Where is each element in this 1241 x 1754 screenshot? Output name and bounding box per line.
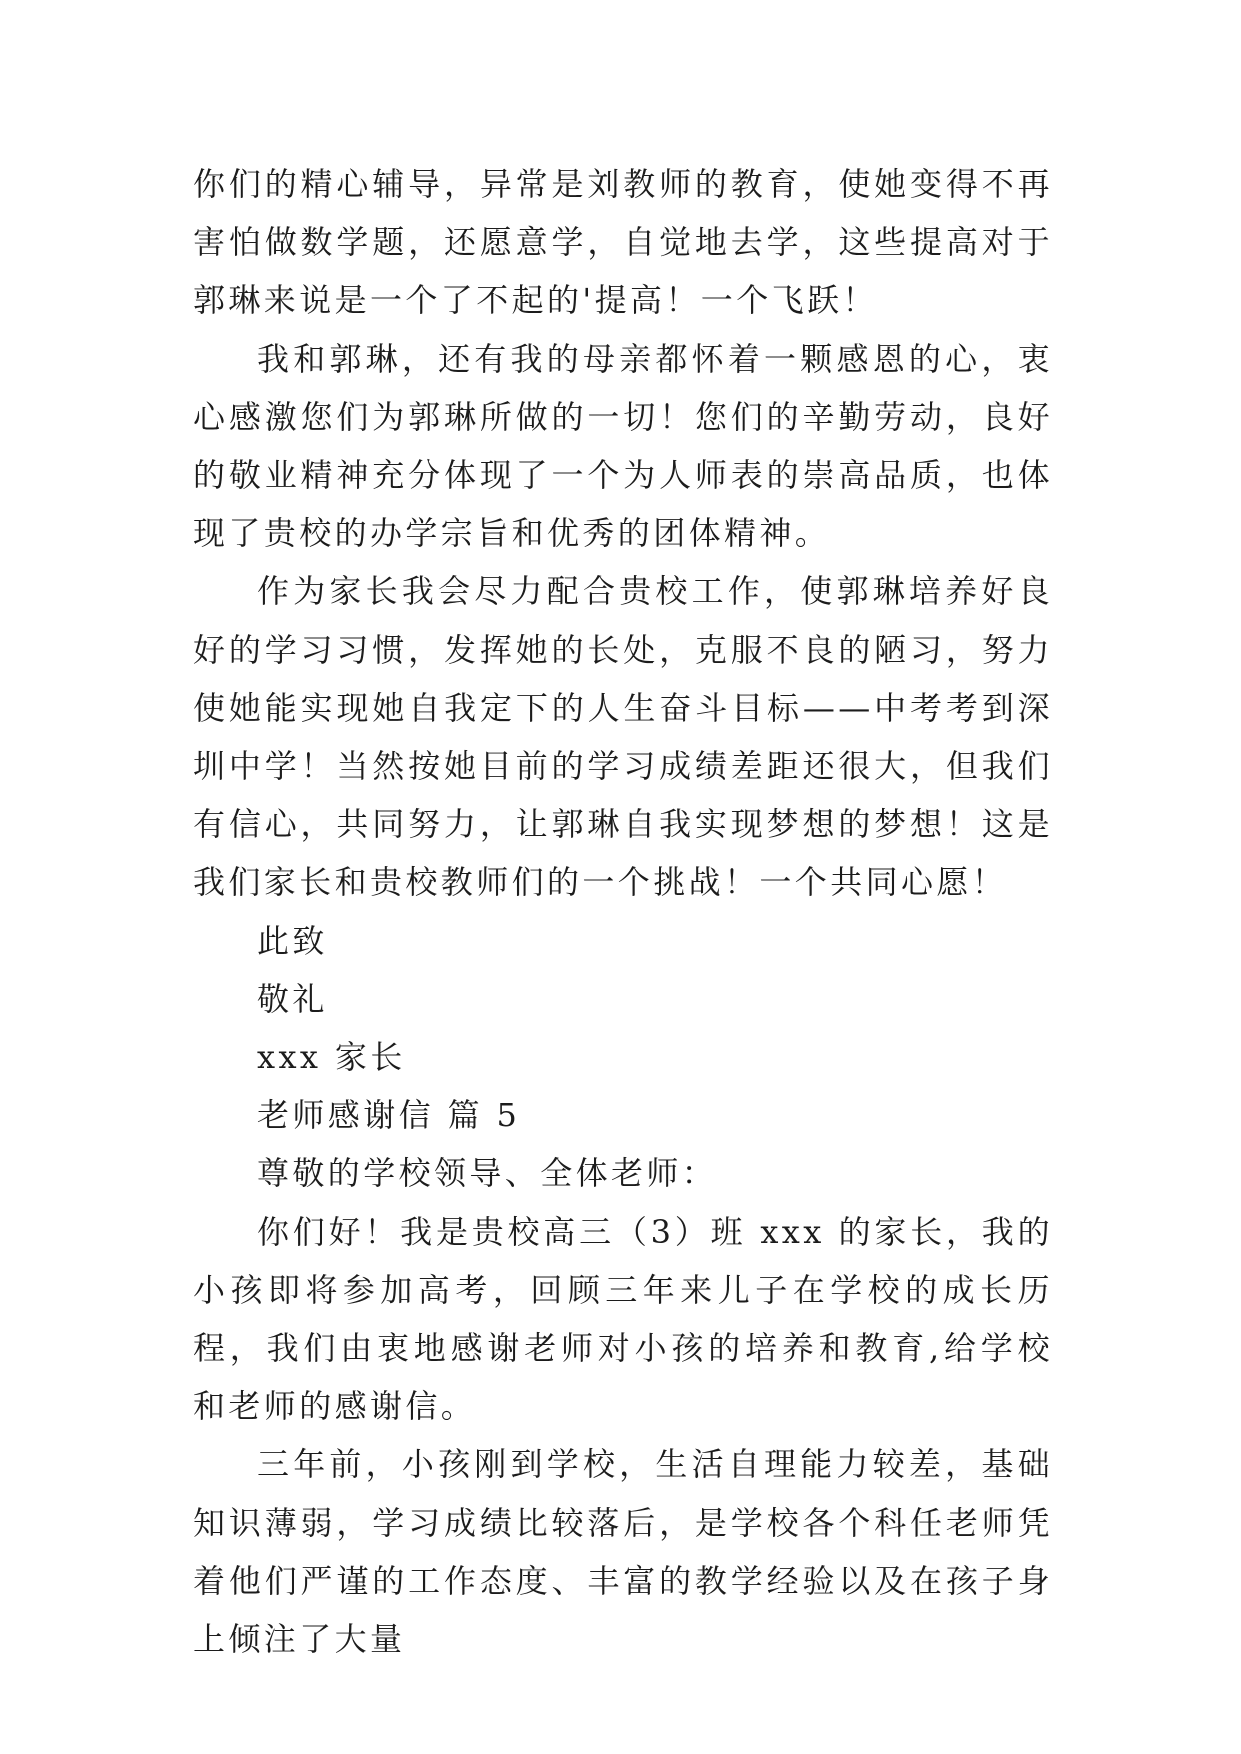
paragraph-3: 作为家长我会尽力配合贵校工作，使郭琳培养好良好的学习习惯，发挥她的长处，克服不良的陋习，努力使她能实现她自我定下的人生奋斗目标——中考考到深圳中学！当然按她目前的学习成绩差距还很大，但我们有信心，共同努力，让郭琳自我实现梦想的梦想！这是我们家长和贵校教师们的一个挑战！一个共同心愿！ <box>193 572 1053 902</box>
letter-body <box>193 155 1053 1668</box>
closing-salutation: 此致 <box>257 921 328 960</box>
paragraph-1: 你们的精心辅导，异常是刘教师的教育，使她变得不再害怕做数学题，还愿意学，自觉地去学，这些提高对于郭琳来说是一个了不起的'提高！一个飞跃！ <box>193 165 1053 320</box>
paragraph-4: 你们好！我是贵校高三（3）班 xxx 的家长，我的小孩即将参加高考，回顾三年来儿子在学校的成长历程，我们由衷地感谢老师对小孩的培养和教育,给学校和老师的感谢信。 <box>193 1212 1053 1426</box>
signature: xxx 家长 <box>257 1038 406 1077</box>
paragraph-2: 我和郭琳，还有我的母亲都怀着一颗感恩的心，衷心感激您们为郭琳所做的一切！您们的辛勤劳动，良好的敬业精神充分体现了一个为人师表的崇高品质，也体现了贵校的办学宗旨和优秀的团体精神。 <box>193 339 1053 553</box>
section-heading: 老师感谢信 篇 5 <box>257 1096 521 1135</box>
closing-regards: 敬礼 <box>257 979 328 1018</box>
paragraph-5: 三年前，小孩刚到学校，生活自理能力较差，基础知识薄弱，学习成绩比较落后，是学校各个科任老师凭着他们严谨的工作态度、丰富的教学经验以及在孩子身上倾注了大量 <box>193 1445 1053 1659</box>
greeting: 尊敬的学校领导、全体老师： <box>257 1154 718 1193</box>
